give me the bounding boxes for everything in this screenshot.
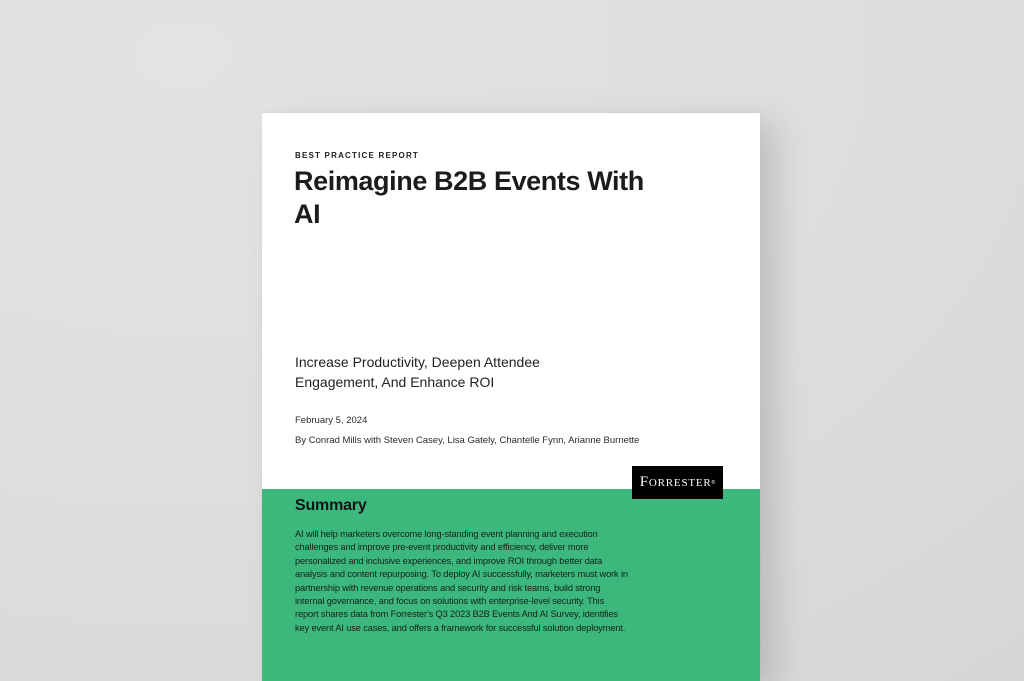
publication-date: February 5, 2024 [295, 415, 368, 426]
author-byline: By Conrad Mills with Steven Casey, Lisa Gately, Chantelle Fynn, Arianne Burnette [295, 435, 640, 446]
forrester-logo [632, 466, 723, 499]
registered-trademark-mark: ® [711, 479, 716, 486]
summary-heading: Summary [295, 497, 367, 514]
report-subtitle: Increase Productivity, Deepen Attendee Engagement, And Enhance ROI [295, 354, 540, 390]
report-title: Reimagine B2B Events With AI [294, 166, 644, 229]
report-cover-page [262, 113, 760, 681]
summary-text: AI will help marketers overcome long-standing event planning and execution challenges and improve pre-event productivity and efficiency, deliver more personalized and inclusive experiences, and improve ROI through better data analysis and content repurposing. To deploy AI successfully, marketers must work in partnership with revenue operations and security and risk teams, build strong internal governance, and focus on solutions with enterprise-level security. This report shares data from Forrester's Q3 2023 B2B Events And AI Survey, identifies key event AI use cases, and offers a framework for successful solution deployment. [295, 529, 628, 633]
report-type-label: BEST PRACTICE REPORT [295, 151, 420, 160]
forrester-logo-text: Forrester [639, 474, 712, 490]
